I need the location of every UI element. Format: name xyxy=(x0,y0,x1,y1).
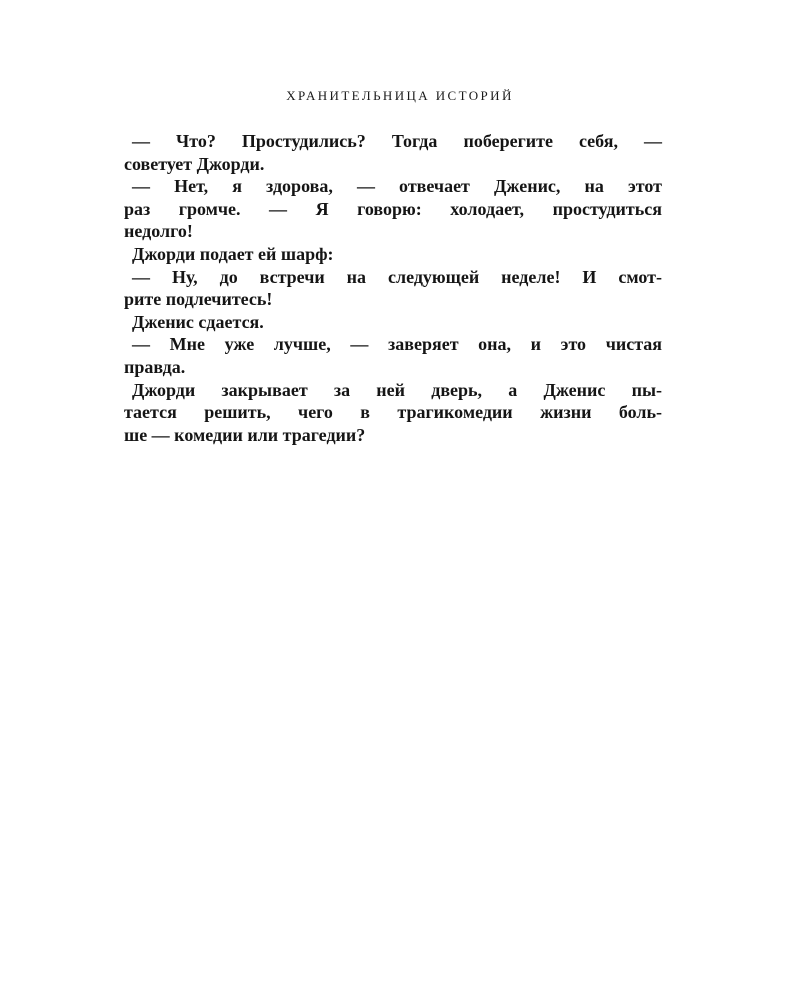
text-line: советует Джорди. xyxy=(124,153,265,174)
text-line: — Мне уже лучше, — заверяет она, и это чистая xyxy=(132,334,662,355)
body-text xyxy=(124,130,662,446)
text-line: тается решить, чего в трагикомедии жизни боль- xyxy=(124,402,662,423)
text-line: рите подлечитесь! xyxy=(124,289,273,310)
running-header: ХРАНИТЕЛЬНИЦА ИСТОРИЙ xyxy=(286,88,514,103)
text-line: — Что? Простудились? Тогда поберегите себя, — xyxy=(132,131,662,151)
text-line: Дженис сдается. xyxy=(132,311,264,332)
text-line: Джорди подает ей шарф: xyxy=(132,243,334,264)
text-line: — Нет, я здорова, — отвечает Дженис, на этот xyxy=(132,176,662,197)
text-line: ше — комедии или трагедии? xyxy=(124,424,366,445)
text-line: раз громче. — Я говорю: холодает, простудиться xyxy=(124,198,662,219)
text-line: Джорди закрывает за ней дверь, а Дженис пы- xyxy=(132,379,662,400)
text-line: недолго! xyxy=(124,221,193,242)
text-line: — Ну, до встречи на следующей неделе! И смот- xyxy=(132,266,662,287)
text-line: правда. xyxy=(124,356,186,377)
